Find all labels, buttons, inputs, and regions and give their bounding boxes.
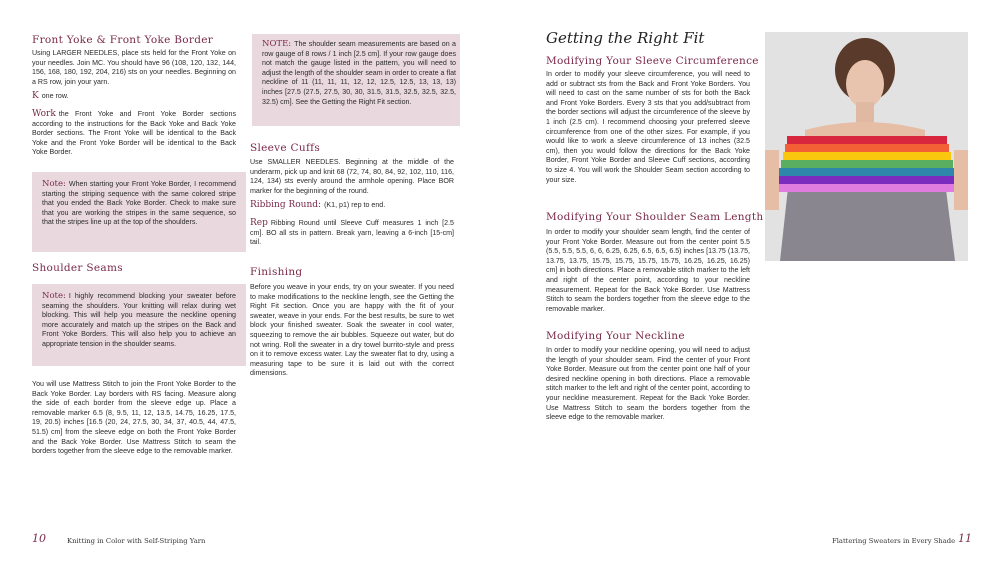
rep-label: Rep bbox=[250, 218, 268, 228]
sleeve-cuffs-paragraph: Use SMALLER NEEDLES. Beginning at the middle of the underarm, pick up and knit 68 (72, 74, 80, 84, 92, 102, 110, 116, 124, 134) sts evenly around the armhole opening. Place BOR marker for the beginning of the round. bbox=[250, 158, 454, 195]
front-yoke-paragraph: Using LARGER NEEDLES, place sts held for the Front Yoke on your needles. Join MC. You should have 96 (108, 120, 132, 144, 156, 168, 180, 192, 204, 216) sts on your needles. Beginning on a RS row, join your yarn. bbox=[32, 49, 236, 86]
note-label: Note: bbox=[42, 291, 66, 301]
note-box-shoulder-measurements bbox=[252, 34, 460, 126]
shoulder-seams-paragraph: You will use Mattress Stitch to join the Front Yoke Border to the Back Yoke Border. Lay borders with RS facing. Measure along the side of each border from the sleeve edge up. Place a removable marker 6.5 (8, 9.5, 11, 12, 13.5, 14.75, 16.25, 17.5, 19, 20.5) inches [16.5 (20, 24, 27.5, 30, 34, 37, 40.5, 44, 47.5, 51.5) cm] from the sleeve edge on both the Front Yoke Border and the Back Yoke Border. Use Mattress Stitch to seam the borders together from the sleeve edge to the removable marker. bbox=[32, 380, 236, 456]
neckline-heading: Modifying Your Neckline bbox=[546, 330, 685, 342]
finishing-paragraph: Before you weave in your ends, try on your sweater. If you need to make modifications to the neckline length, see the Getting the Right Fit section. Once you are happy with the fit of your sweater, weave in your ends. For the best results, be sure to wet block your finished sweater. Soak the sweater in cool water, squeezing to remove the air bubbles. Squeeze out water, but do not wring. Roll the sweater in a dry towel burrito-style and press on it to remove excess water. Lay the sweater flat to dry, using a measuring tape to be sure it is laid out with the correct dimensions. bbox=[250, 283, 454, 378]
ribbing-text: (K1, p1) rep to end. bbox=[324, 201, 386, 209]
sleeve-circumference-paragraph: In order to modify your sleeve circumference, you will need to add or subtract sts from the Back and Front Yoke Borders. You will need to cast on the same number of sts for both the Back and Front Yoke Borders. Every 3 sts that you add/subtract from the border sections will adjust the circumference of the sleeve by 1 inch (2.5 cm). I recommend choosing your preferred sleeve circumference from one of the other sizes. For example, if you would like to work a sleeve circumference of 13 inches (32.5 cm), then you would follow the directions for the Back Yoke Border, Front Yoke Border and Sleeve Cuff sections, according to size 4. You will work the Shoulder Seam section according to your size. bbox=[546, 70, 750, 184]
left-page-number: 10 bbox=[32, 532, 46, 545]
ribbing-label: Ribbing Round: bbox=[250, 200, 322, 210]
work-instruction bbox=[32, 110, 236, 158]
note-label: Note: bbox=[42, 179, 66, 189]
rep-instruction bbox=[250, 219, 454, 248]
right-page-number: 11 bbox=[958, 532, 972, 545]
sleeve-circumference-heading: Modifying Your Sleeve Circumference bbox=[546, 55, 759, 67]
getting-right-fit-title: Getting the Right Fit bbox=[546, 29, 705, 47]
note-box-front-yoke bbox=[32, 172, 246, 252]
work-label: Work bbox=[32, 109, 56, 119]
shoulder-seams-heading: Shoulder Seams bbox=[32, 262, 123, 274]
sweater-model-illustration bbox=[765, 32, 968, 261]
k-label: K bbox=[32, 91, 39, 101]
rep-text: Ribbing Round until Sleeve Cuff measures 1 inch [2.5 cm]. BO all sts in pattern. Break yarn, leaving a 6-inch [15-cm] tail. bbox=[250, 219, 454, 247]
note-text: When starting your Front Yoke Border, I recommend starting the striping sequence with the same colored stripe that you ended the Back Yoke Border. Check to make sure that you are working the stripes in the same sequence, so that the stripes line up at the top of the shoulders. bbox=[42, 180, 236, 227]
note-label: NOTE: bbox=[262, 39, 292, 49]
right-footer-title: Flattering Sweaters in Every Shade bbox=[832, 537, 956, 545]
finishing-heading: Finishing bbox=[250, 266, 303, 278]
note-box-shoulder-seams bbox=[32, 284, 246, 366]
sweater-model-photo bbox=[765, 32, 968, 261]
shoulder-seam-length-heading: Modifying Your Shoulder Seam Length bbox=[546, 211, 764, 223]
front-yoke-heading: Front Yoke & Front Yoke Border bbox=[32, 34, 214, 46]
work-text: the Front Yoke and Front Yoke Border sections according to the instructions for the Back Yoke and Back Yoke Border sections. The Front Yoke will be identical to the Back Yoke and the Front Yoke Border will be identical to the Back Yoke Border. bbox=[32, 110, 236, 157]
knit-row-instruction bbox=[32, 92, 236, 102]
k-text: one row. bbox=[41, 92, 69, 100]
note-text: The shoulder seam measurements are based on a row gauge of 8 rows / 1 inch [2.5 cm]. If your row gauge does not match the gauge listed in the pattern, you will need to adjust the length of the shoulder seam in order to create a flat neckline of 11 (11, 11, 11, 12, 12, 12.5, 12.5, 13, 13, 13) inches [27.5 (27.5, 27.5, 30, 30, 31.5, 31.5, 32.5, 32.5, 32.5, 32.5) cm]. See the Getting the Right Fit section. bbox=[262, 40, 456, 106]
shoulder-seam-length-paragraph: In order to modify your shoulder seam length, find the center of your Front Yoke Border. Measure out from the center point 5.5 (5.5, 5.5, 5.5, 6, 6, 6.25, 6.25, 6.5, 6.5, 6.5) inches [13.75 (13.75, 13.75, 13.75, 15.75, 15.75, 15.75, 15.75, 16.25, 16.25, 16.25) cm] in both directions. Place a removable stitch marker to the left and right of the center point, according to your neckline measurement. Repeat for the Back Yoke Border. Use Mattress Stitch to seam the borders together from the sleeve edge to the removable marker. bbox=[546, 228, 750, 313]
left-footer-title: Knitting in Color with Self-Striping Yarn bbox=[67, 537, 206, 545]
neckline-paragraph: In order to modify your neckline opening, you will need to adjust the length of your shoulder seam. Find the center of your Front Yoke Border. Measure out from the center point one half of your desired neckline opening in both directions. Place a removable stitch marker to the left and right of the center point, according to your neckline measurement. Repeat for the Back Yoke Border. Use Mattress Stitch to seam the borders together from the sleeve edge to the removable marker. bbox=[546, 346, 750, 422]
note-text: I highly recommend blocking your sweater before seaming the shoulders. Your knitting will relax during wet blocking. This will help you measure the neckline opening more accurately and match up the stripes on the Back and Front Yoke Borders. This will also help you to achieve an appropriate tension in the shoulder seams. bbox=[42, 292, 236, 348]
ribbing-round bbox=[250, 201, 454, 211]
sleeve-cuffs-heading: Sleeve Cuffs bbox=[250, 142, 321, 154]
